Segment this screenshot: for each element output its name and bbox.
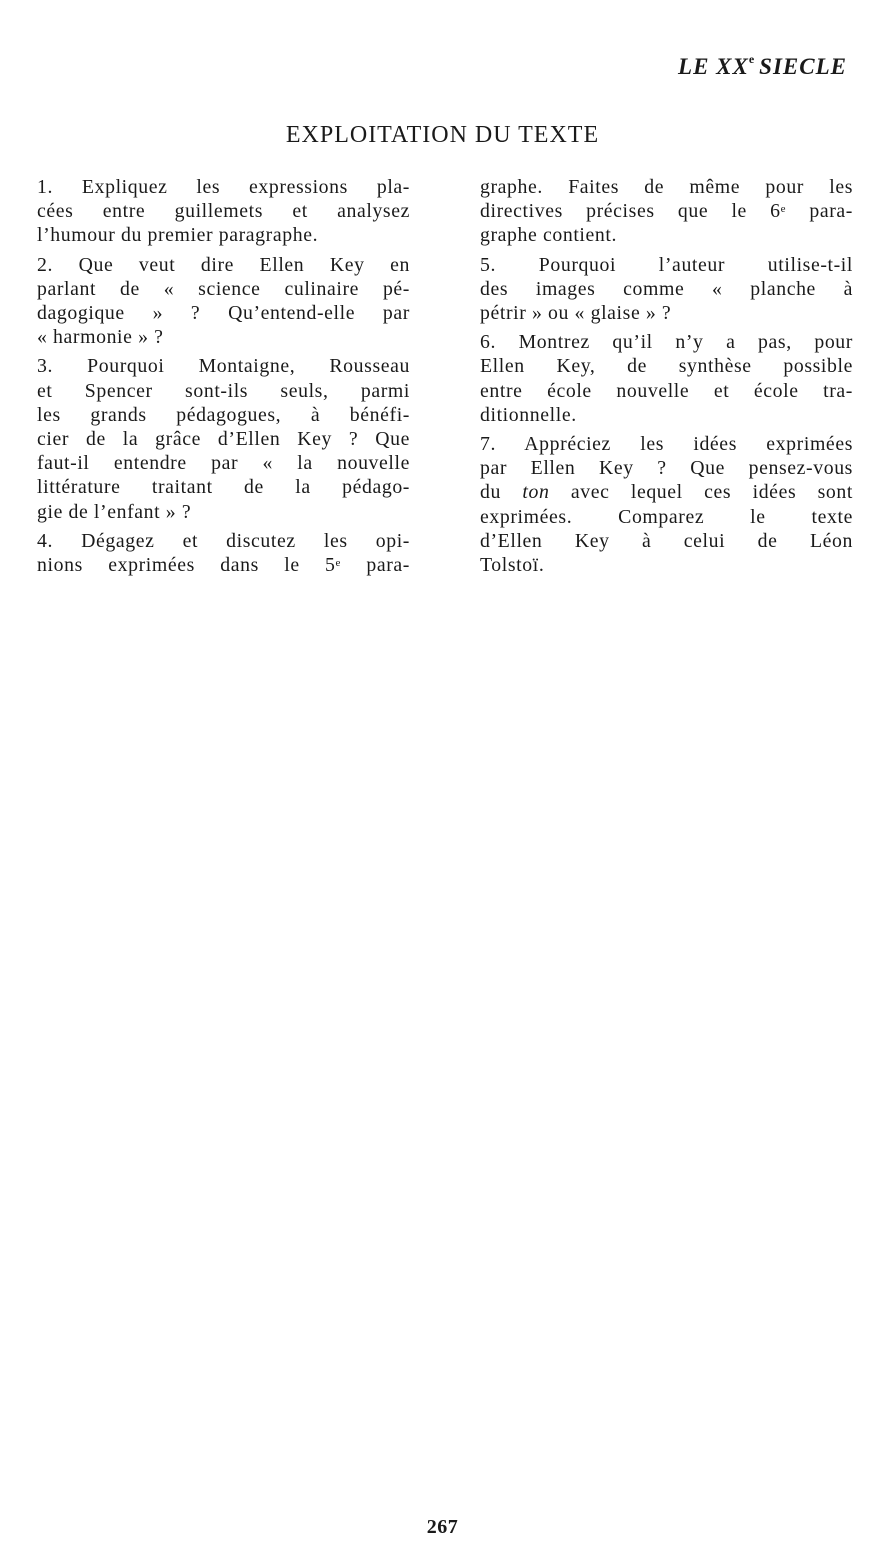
question-3-line-2: et Spencer sont-ils seuls, parmi (37, 379, 410, 402)
running-head-superscript: e (748, 52, 756, 66)
question-5-line-3: pétrir » ou « glaise » ? (480, 302, 672, 325)
question-3-line-5: faut-il entendre par « la nouvelle (37, 452, 410, 475)
question-7-line-6: Tolstoï. (480, 554, 545, 577)
left-column (37, 175, 410, 577)
question-7-line-3-start: du (480, 481, 523, 504)
question-2-line-1: 2. Que veut dire Ellen Key en (37, 253, 410, 276)
question-4-line-3: graphe. Faites de même pour les (480, 176, 853, 198)
question-1-line-2: cées entre guillemets et analysez (37, 200, 410, 223)
question-7-line-5: d’Ellen Key à celui de Léon (480, 529, 853, 552)
question-7-line-3-end: avec lequel ces idées sont (549, 481, 853, 504)
question-4-continued (480, 175, 853, 248)
question-4-line-4-superscript: e (780, 203, 787, 216)
question-6-line-1: 6. Montrez qu’il n’y a pas, pour (480, 331, 853, 354)
running-head-prefix: LE XX (678, 54, 749, 79)
page-number: 267 (426, 1516, 459, 1538)
question-4-line-4-end: para- (786, 200, 853, 223)
question-2-line-4: « harmonie » ? (37, 326, 164, 349)
question-4-line-2-text: nions exprimées dans le 5 (37, 554, 336, 577)
question-4-line-2-end: para- (341, 554, 410, 577)
question-5-line-1: 5. Pourquoi l’auteur utilise-t-il (480, 253, 853, 276)
question-4-line-4-text: directives précises que le 6 (480, 200, 781, 223)
question-1 (37, 175, 410, 248)
question-3-line-4: cier de la grâce d’Ellen Key ? Que (37, 428, 410, 451)
running-head-suffix: SIECLE (759, 54, 847, 79)
question-2 (37, 253, 410, 350)
question-5 (480, 253, 853, 326)
question-1-line-3: l’humour du premier paragraphe. (37, 224, 319, 247)
question-7-line-3-italic: ton (522, 481, 550, 504)
question-3 (37, 354, 410, 523)
right-column (480, 175, 853, 577)
question-7-line-1: 7. Appréciez les idées exprimées (480, 433, 853, 456)
question-4-line-1: 4. Dégagez et discutez les opi- (37, 529, 410, 552)
question-6-line-2: Ellen Key, de synthèse possible (480, 355, 853, 378)
question-2-line-2: parlant de « science culinaire pé- (37, 277, 410, 300)
question-7-line-2: par Ellen Key ? Que pensez-vous (480, 457, 853, 480)
question-7-line-3 (480, 480, 853, 504)
question-1-line-1: 1. Expliquez les expressions pla- (37, 176, 410, 198)
question-6-line-4: ditionnelle. (480, 403, 577, 426)
question-3-line-1: 3. Pourquoi Montaigne, Rousseau (37, 355, 410, 378)
question-3-line-7: gie de l’enfant » ? (37, 500, 192, 523)
question-2-line-3: dagogique » ? Qu’entend-elle par (37, 302, 410, 325)
question-6 (480, 330, 853, 427)
question-4-line-5: graphe contient. (480, 224, 618, 247)
question-3-line-6: littérature traitant de la pédago- (37, 476, 410, 499)
question-7 (480, 432, 853, 577)
question-3-line-3: les grands pédagogues, à bénéfi- (37, 403, 410, 426)
question-6-line-3: entre école nouvelle et école tra- (480, 379, 853, 402)
question-4-line-4 (480, 199, 853, 223)
running-head (678, 54, 847, 80)
question-7-line-4: exprimées. Comparez le texte (480, 505, 853, 528)
question-4-start (37, 529, 410, 577)
question-5-line-2: des images comme « planche à (480, 277, 853, 300)
section-title: EXPLOITATION DU TEXTE (285, 122, 600, 148)
question-4-line-2-superscript: e (335, 557, 342, 570)
question-4-line-2 (37, 553, 410, 577)
